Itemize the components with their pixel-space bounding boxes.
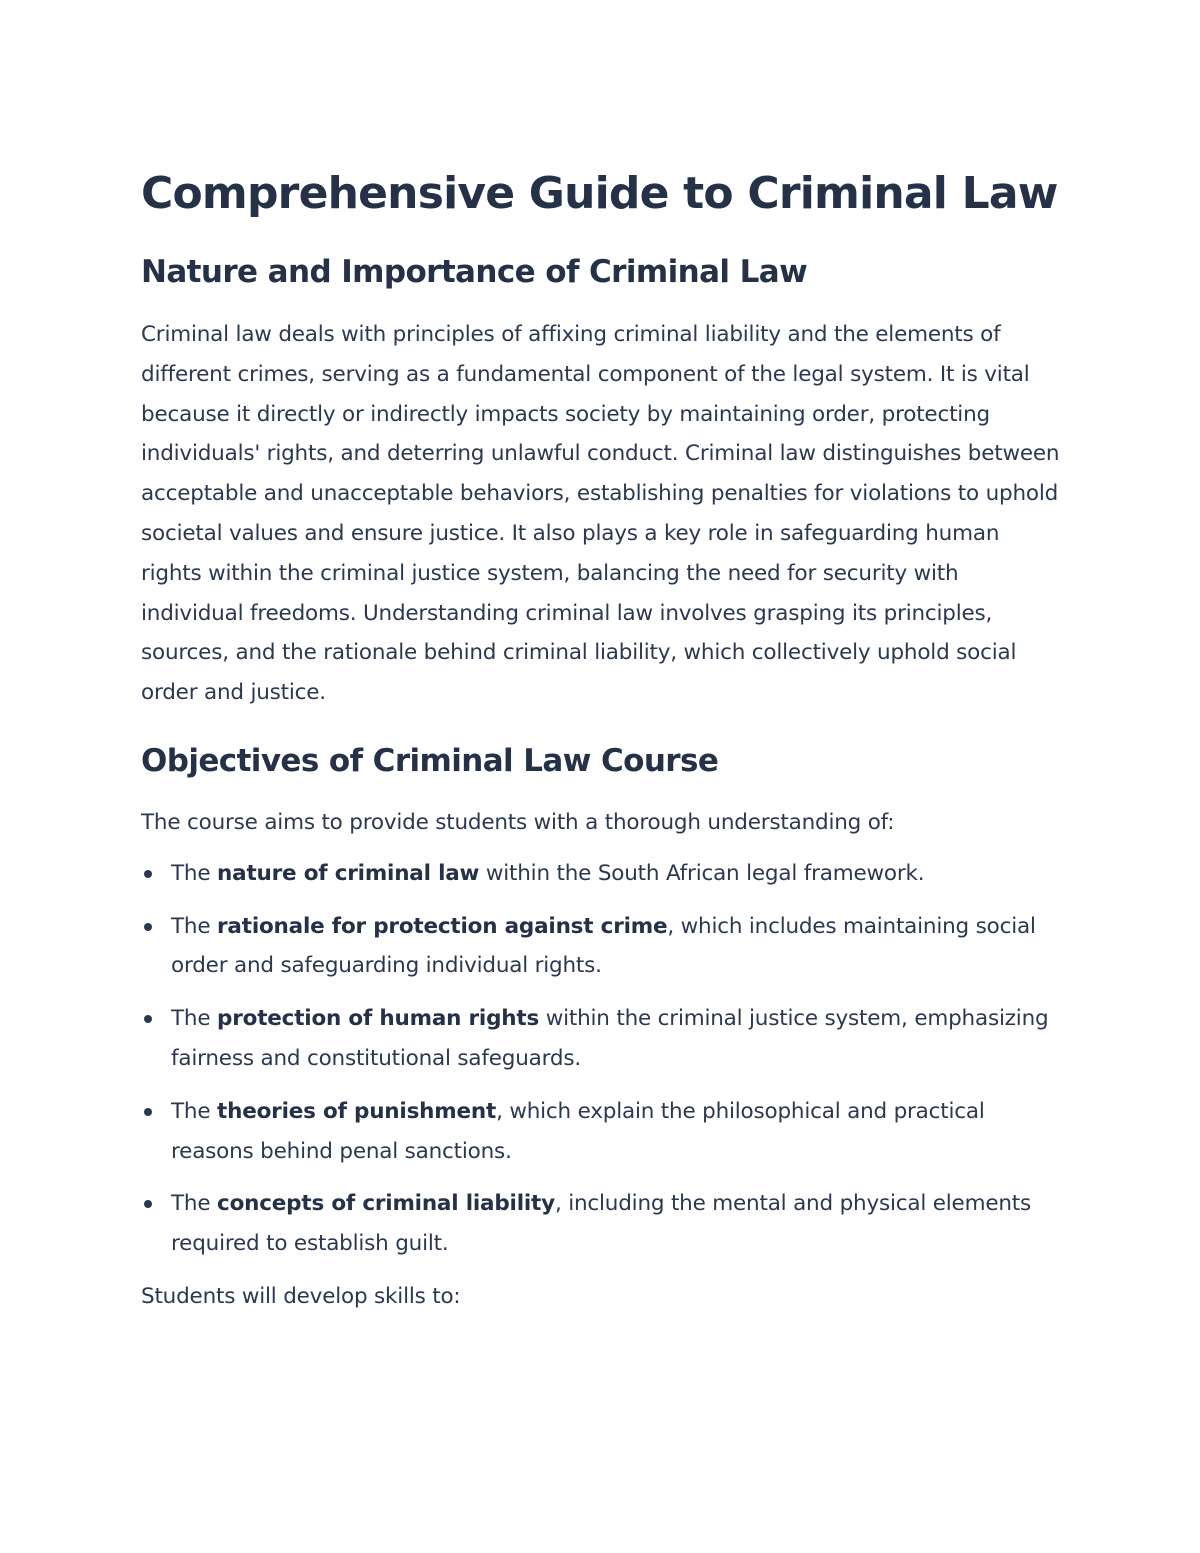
item-emphasis: rationale for protection against crime	[217, 913, 668, 939]
skills-intro: Students will develop skills to:	[141, 1283, 461, 1309]
objectives-intro: The course aims to provide students with a thorough understanding of:	[141, 809, 895, 835]
list-item	[141, 854, 1066, 894]
section-heading-objectives: Objectives of Criminal Law Course	[141, 742, 719, 779]
item-prefix: The	[171, 1006, 218, 1032]
nature-paragraph: Criminal law deals with principles of affixing criminal liability and the elements of different crimes, serving as a fundamental component of the legal system. It is vital because it directly or indirectly impacts society by maintaining order, protecting individuals' rights, and deterring unlawful conduct. Criminal law distinguishes between acceptable and unacceptable behaviors, establishing penalties for violations to uphold societal values and ensure justice. It also plays a key role in safeguarding human rights within the criminal justice system, balancing the need for security with individual freedoms. Understanding criminal law involves grasping its principles, sources, and the rationale behind criminal liability, which collectively uphold social order and justice.	[141, 322, 1060, 706]
list-item	[141, 999, 1066, 1079]
item-emphasis: protection of human rights	[217, 1006, 540, 1032]
section-heading-nature: Nature and Importance of Criminal Law	[141, 254, 808, 290]
list-item	[141, 1184, 1066, 1264]
bullet-icon	[144, 923, 152, 931]
item-suffix: , which explain the philosophical and practical reasons behind penal sanctions.	[171, 1098, 985, 1164]
item-suffix: within the South African legal framework.	[479, 860, 925, 886]
objectives-list	[141, 854, 1066, 1264]
item-emphasis: nature of criminal law	[217, 860, 480, 886]
item-suffix: within the criminal justice system, emphasizing fairness and constitutional safeguards.	[171, 1006, 1049, 1071]
item-prefix: The	[171, 913, 218, 939]
list-item	[141, 1092, 1066, 1172]
item-prefix: The	[171, 1098, 218, 1124]
page-title: Comprehensive Guide to Criminal Law	[141, 168, 1058, 219]
bullet-icon	[144, 870, 152, 878]
item-suffix: , including the mental and physical elements required to establish guilt.	[171, 1191, 1032, 1257]
item-emphasis: theories of punishment	[217, 1098, 497, 1124]
item-emphasis: concepts of criminal liability	[217, 1191, 555, 1217]
list-item	[141, 907, 1066, 987]
document-page	[141, 160, 1066, 1317]
bullet-icon	[144, 1015, 152, 1023]
item-prefix: The	[171, 860, 218, 886]
item-suffix: , which includes maintaining social order and safeguarding individual rights.	[171, 913, 1036, 979]
item-prefix: The	[171, 1191, 218, 1217]
bullet-icon	[144, 1200, 152, 1208]
bullet-icon	[144, 1108, 152, 1116]
